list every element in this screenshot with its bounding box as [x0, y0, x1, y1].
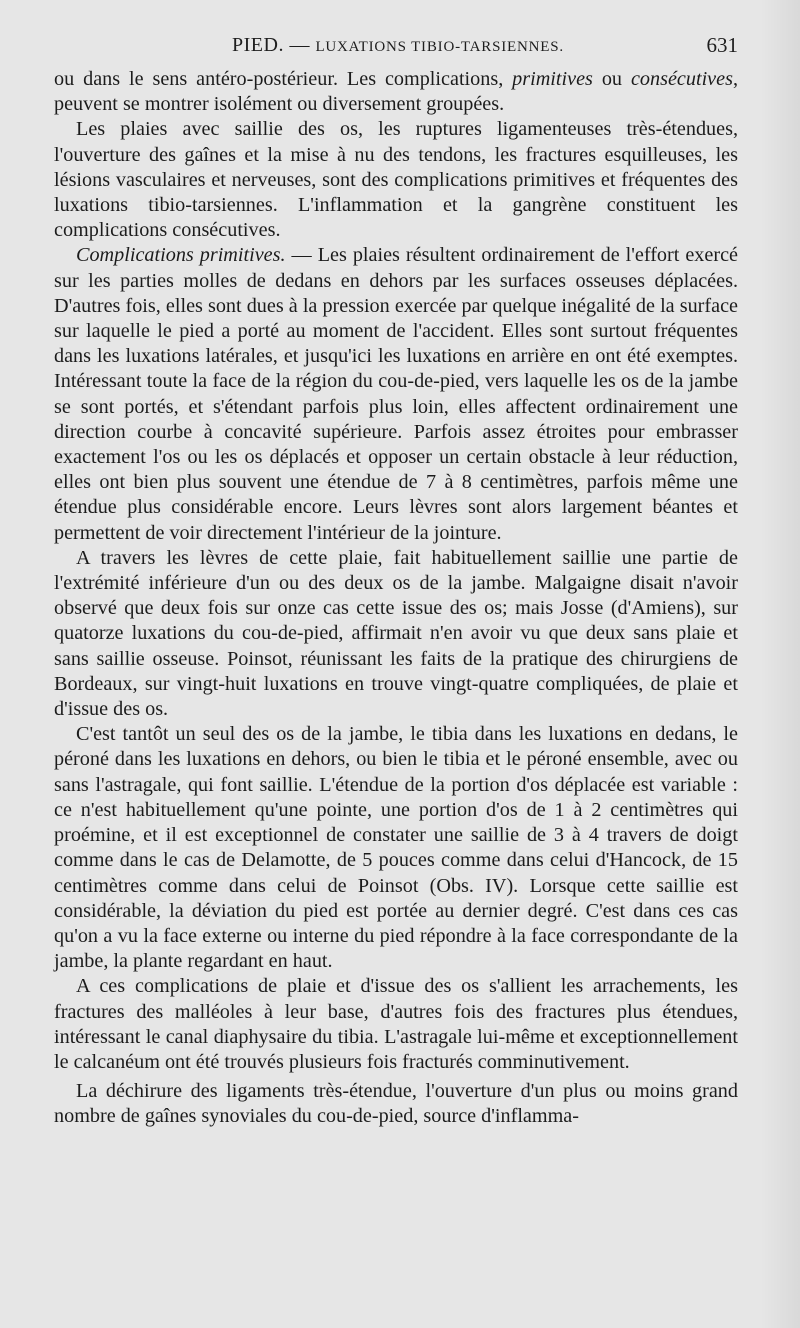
paragraph [54, 243, 738, 545]
paragraph-text: C'est tantôt un seul des os de la jambe, le tibia dans les luxations en dedans, le péroné dans les luxations en dehors, ou bien le tibia et le péroné ensemble, avec ou sans l'astragale, qui font saillie. L'étendue de la portion d'os déplacée est variable : ce n'est habituellement qu'une pointe, une portion d'os de 1 à 2 centimètres qui proémine, et il est exceptionnel de constater une saillie de 3 à 4 travers de doigt comme dans le cas de Delamotte, de 5 pouces comme dans celui d'Hancock, de 15 centimètres comme dans celui de Poinsot (Obs. IV). Lorsque cette saillie est considérable, la déviation du pied est portée au dernier degré. C'est dans ces cas qu'on a vu la face externe ou interne du pied répondre à la face correspondante de la jambe, la plante regardant en haut. [54, 723, 738, 973]
running-header [54, 28, 738, 62]
body-text [54, 67, 738, 1130]
paragraph [54, 722, 738, 974]
paragraph-text: A travers les lèvres de cette plaie, fait habituellement saillie une partie de l'extrémité inférieure d'un ou des deux os de la jambe. Malgaigne disait n'avoir observé que deux fois sur onze cas cette issue des os; mais Josse (d'Amiens), sur quatorze luxations du cou-de-pied, affirmait n'en avoir vu que deux sans plaie et sans saillie osseuse. Poinsot, réunissant les faits de la pratique des chirurgiens de Bordeaux, sur vingt-huit luxations en trouve vingt-quatre compliquées, de plaie et d'issue des os. [54, 546, 738, 721]
running-title-main: PIED. — [232, 34, 316, 56]
paragraph-text: Les plaies avec saillie des os, les ruptures ligamenteuses très-étendues, l'ouverture des gaînes et la mise à nu des tendons, les fractures esquilleuses, les lésions vasculaires et nerveuses, sont des complications primitives et fréquentes des luxations tibio-tarsiennes. L'inflammation et la gangrène constituent les complications consécutives. [54, 118, 738, 242]
italic-text: Complications primitives. [76, 244, 286, 267]
page-number: 631 [706, 33, 738, 57]
italic-text: primitives [512, 68, 593, 90]
paragraph-text: , peuvent se montrer isolément ou diversement groupées. [54, 68, 738, 116]
paragraph-text: ou [592, 68, 631, 90]
paragraph-text: — Les plaies résultent ordinairement de l'effort exercé sur les parties molles de dedans en dehors par les surfaces osseuses déplacées. D'autres fois, elles sont dues à la pression exercée par quelque inégalité de la surface sur laquelle le pied a porté au moment de l'accident. Elles sont surtout fréquentes dans les luxations latérales, et jusqu'ici les luxations en arrière en ont été exemptes. Intéressant toute la face de la région du cou-de-pied, vers laquelle les os de la jambe se sont portés, et s'étendant parfois plus loin, elles affectent ordinairement une direction courbe à concavité supérieure. Parfois assez étroites pour embrasser exactement l'os ou les os déplacés et opposer un certain obstacle à leur réduction, elles ont bien plus souvent une étendue de 7 à 8 centimètres, parfois même une étendue plus considérable encore. Leurs lèvres sont alors largement béantes et permettent de voir directement l'intérieur de la jointure. [54, 244, 738, 544]
paragraph [54, 67, 738, 117]
paragraph-text: ou dans le sens antéro-postérieur. Les complications, [54, 68, 513, 90]
running-title [232, 34, 564, 57]
italic-text: consécutives [630, 68, 733, 90]
paragraph [54, 1079, 738, 1129]
paragraph [54, 974, 738, 1075]
paragraph-text: La déchirure des ligaments très-étendue, l'ouverture d'un plus ou moins grand nombre de gaînes synoviales du cou-de-pied, source d'inflamma- [54, 1080, 738, 1128]
paragraph [54, 546, 738, 722]
paragraph [54, 117, 738, 243]
running-title-subject: LUXATIONS TIBIO-TARSIENNES. [315, 39, 564, 55]
paragraph-text: A ces complications de plaie et d'issue des os s'allient les arrachements, les fractures des malléoles à leur base, d'autres fois des fractures plus étendues, intéressant le canal diaphysaire du tibia. L'astragale lui-même et exceptionnellement le calcanéum ont été trouvés plusieurs fois fracturés comminutivement. [54, 975, 738, 1073]
